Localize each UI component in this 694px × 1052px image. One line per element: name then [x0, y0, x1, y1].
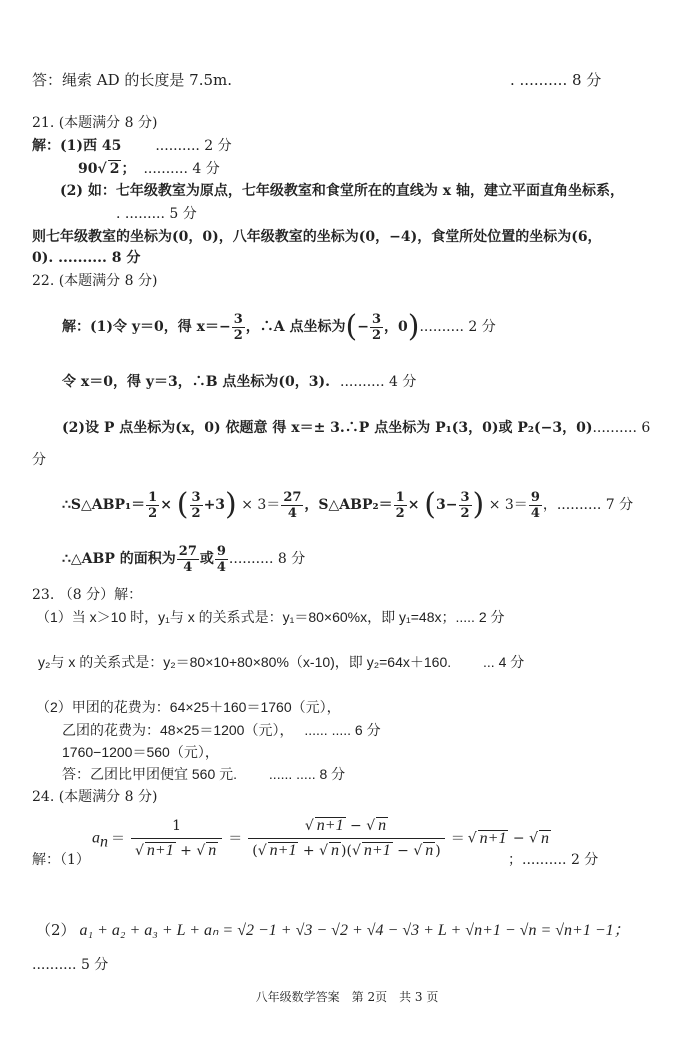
q24-part1-formula: $a_n$ ＝ $\frac{1}{√ n+1 + √ n}$ ＝ $\frac{√ n+1 - √ n}{(√ n+1 + √ n )(√ n+1 - √ n )}$ ＝ √ n+1 − √ n: [92, 814, 551, 863]
q23-header: 23. （8 分）解：: [32, 587, 143, 603]
q21-part1-line2: 90√ 2 ； .......... 4 分: [78, 161, 220, 177]
q24-part2-line1: （2） a₁ + a₂ + a₃ + L + aₙ = √2 −1 + √3 − √2 + √4 − √3 + L + √n+1 − √n = √n+1 −1；: [36, 921, 630, 939]
page-footer: 八年级数学答案 第 2页 共 3 页: [255, 990, 439, 1004]
q21-part2-line4: 0). .......... 8 分: [32, 250, 141, 266]
q22-part2-line1: (2)设 P 点坐标为(x，0) 依题意 得 x＝± 3.∴P 点坐标为 P₁(3，0)或 P₂(−3，0).......... 6: [62, 420, 651, 436]
score-dots: . .......... 8 分: [510, 71, 602, 89]
q23-part2-line4: 答：乙团比甲团便宜 560 元. ...... ..... 8 分: [62, 766, 346, 782]
answer-20-conclusion: 答：绳索 AD 的长度是 7.5m.: [32, 71, 233, 89]
q21-part2-line3: 则七年级教室的坐标为(0，0)，八年级教室的坐标为(0，−4)，食堂所处位置的坐标为(6，: [32, 229, 602, 245]
q21-part2-line1: (2) 如：七年级教室为原点，七年级教室和食堂所在的直线为 x 轴，建立平面直角坐标系，: [60, 183, 624, 199]
q23-part2-line2: 乙团的花费为：48×25＝1200（元）， ...... ..... 6 分: [62, 722, 381, 738]
q23-part2-line1: （2）甲团的花费为：64×25＋160＝1760（元），: [36, 699, 341, 715]
q22-part1-line1: 解：(1)令 y＝0，得 x＝− $\frac{3}{2}$ ，∴A 点坐标为(− $\frac{3}{2}$ ，0).......... 2 分: [62, 309, 496, 344]
score-dots: ；.......... 2 分: [508, 852, 599, 868]
q22-area-result: ∴△ABP 的面积为 $\frac{27}{4}$ 或 $\frac{9}{4}$ .......... 8 分: [62, 543, 306, 575]
q21-part1-line1: 解：(1)西 45 .......... 2 分: [32, 138, 232, 154]
q22-header: 22. (本题满分 8 分): [32, 273, 158, 289]
q24-part1-label: 解：（1）: [32, 852, 90, 868]
q24-header: 24. (本题满分 8 分): [32, 789, 158, 805]
q23-part1-line1: （1）当 x＞10 时，y₁与 x 的关系式是：y₁＝80×60%x，即 y₁=48x；..... 2 分: [36, 609, 505, 625]
q22-area-calc: ∴S△ABP₁＝ $\frac{1}{2}$ × ( $\frac{3}{2}$ +3) × 3＝ $\frac{27}{4}$ ，S△ABP₂＝ $\frac{1}{2}$ × (3− $\frac{3}{2}$ ) × 3＝ $\frac{9}{4}$ ，.......... 7 分: [62, 487, 634, 522]
q23-part2-line3: 1760−1200＝560（元），: [62, 744, 219, 760]
q21-header: 21. (本题满分 8 分): [32, 115, 158, 131]
q21-part2-line2: . ......... 5 分: [116, 206, 197, 222]
q23-part1-line2: y₂与 x 的关系式是：y₂＝80×10+80×80%（x-10)，即 y₂=64x＋160. ... 4 分: [38, 654, 525, 670]
q24-part2-line2: .......... 5 分: [32, 957, 109, 973]
q22-part2-line1-cont: 分: [32, 452, 46, 468]
q22-part1-line2: 令 x＝0，得 y＝3，∴B 点坐标为(0，3). .......... 4 分: [62, 374, 417, 390]
